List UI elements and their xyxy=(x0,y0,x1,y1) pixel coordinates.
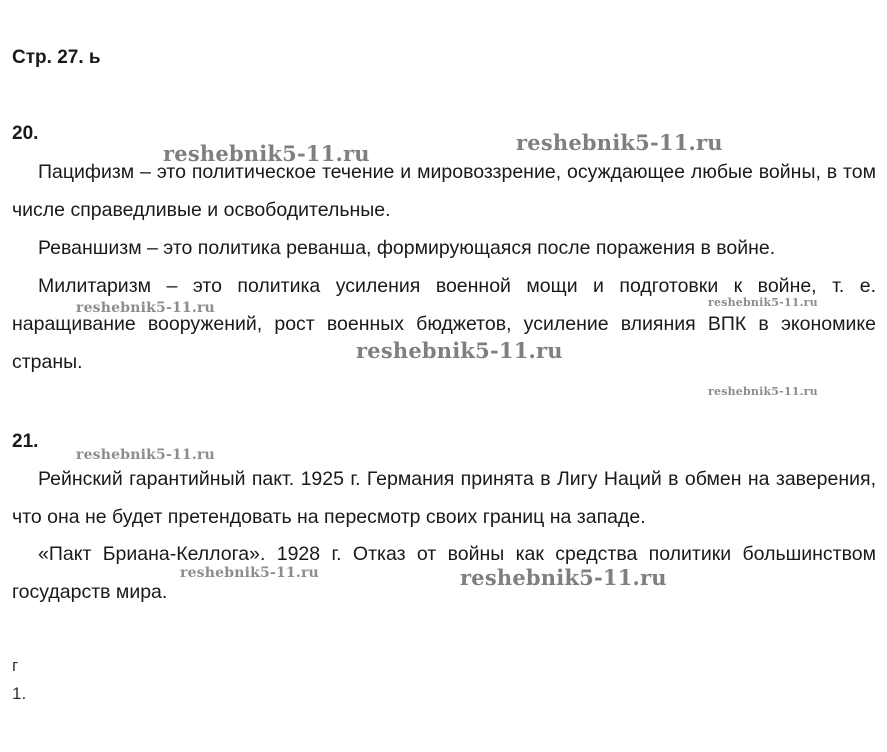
page-label-fragment: ь xyxy=(88,47,101,68)
paragraph-militarism: Милитаризм – это политика усиления военной мощи и подготовки к войне, т. е. наращивание вооружений, рост военных бюджетов, усиление влияния ВПК в экономике страны. xyxy=(12,275,876,373)
watermark: reshebnik5-11.ru xyxy=(356,338,563,363)
task-number-20: 20. xyxy=(12,123,39,144)
cutoff-fragment: 1. xyxy=(12,684,27,703)
task-number-21: 21. xyxy=(12,431,39,452)
watermark: reshebnik5-11.ru xyxy=(76,300,215,316)
watermark: reshebnik5-11.ru xyxy=(708,385,818,398)
watermark: reshebnik5-11.ru xyxy=(460,565,667,590)
watermark: reshebnik5-11.ru xyxy=(76,447,215,463)
watermark: reshebnik5-11.ru xyxy=(708,296,818,309)
paragraph-rhineland-pact: Рейнский гарантийный пакт. 1925 г. Германия принята в Лигу Наций в обмен на заверения, что она не будет претендовать на пересмотр своих границ на западе. xyxy=(12,468,876,528)
cutoff-fragment: г xyxy=(12,656,19,675)
paragraph-kellogg-briand: «Пакт Бриана-Келлога». 1928 г. Отказ от войны как средства политики большинством государств мира. xyxy=(12,543,876,603)
watermark: reshebnik5-11.ru xyxy=(516,130,723,155)
watermark: reshebnik5-11.ru xyxy=(180,565,319,581)
page-header xyxy=(12,47,101,69)
paragraph-revanchism: Реваншизм – это политика реванша, формирующаяся после поражения в войне. xyxy=(38,237,776,259)
page-label: Стр. 27. xyxy=(12,47,84,68)
watermark: reshebnik5-11.ru xyxy=(163,141,370,166)
paragraph-pacifism: Пацифизм – это политическое течение и мировоззрение, осуждающее любые войны, в том числе справедливые и освободительные. xyxy=(12,161,876,221)
